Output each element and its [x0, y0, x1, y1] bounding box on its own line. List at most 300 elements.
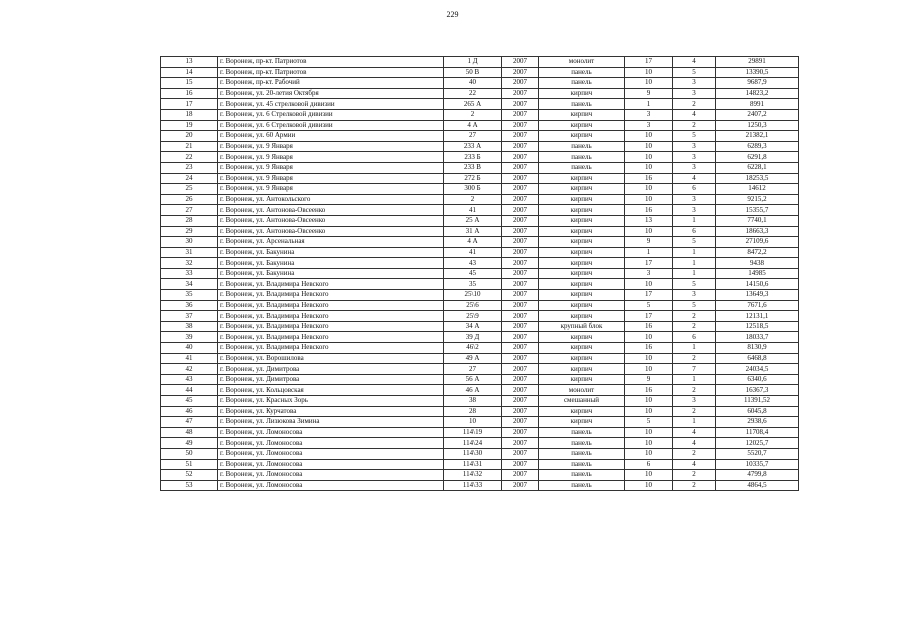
cell-address: г. Воронеж, ул. Димитрова	[218, 374, 444, 385]
table-row	[161, 343, 799, 354]
cell-row-number: 51	[161, 459, 218, 470]
cell-area: 14823,2	[716, 88, 799, 99]
table-row	[161, 385, 799, 396]
cell-year: 2007	[502, 417, 539, 428]
cell-year: 2007	[502, 131, 539, 142]
cell-row-number: 34	[161, 279, 218, 290]
cell-wall-material: кирпич	[539, 364, 625, 375]
cell-floors: 10	[625, 194, 673, 205]
cell-wall-material: кирпич	[539, 332, 625, 343]
cell-row-number: 38	[161, 321, 218, 332]
cell-year: 2007	[502, 459, 539, 470]
table-row	[161, 311, 799, 322]
cell-floors: 10	[625, 226, 673, 237]
cell-building-number: 114\30	[444, 448, 502, 459]
cell-floors: 10	[625, 162, 673, 173]
cell-area: 21382,1	[716, 131, 799, 142]
cell-floors: 5	[625, 300, 673, 311]
cell-year: 2007	[502, 88, 539, 99]
cell-year: 2007	[502, 353, 539, 364]
cell-area: 11708,4	[716, 427, 799, 438]
cell-address: г. Воронеж, ул. 9 Января	[218, 141, 444, 152]
cell-wall-material: кирпич	[539, 131, 625, 142]
cell-building-number: 27	[444, 131, 502, 142]
cell-floors: 13	[625, 215, 673, 226]
cell-area: 6289,3	[716, 141, 799, 152]
cell-building-number: 233 В	[444, 162, 502, 173]
cell-entrances: 3	[673, 205, 716, 216]
cell-year: 2007	[502, 99, 539, 110]
cell-row-number: 50	[161, 448, 218, 459]
cell-wall-material: панель	[539, 427, 625, 438]
cell-row-number: 28	[161, 215, 218, 226]
cell-row-number: 46	[161, 406, 218, 417]
cell-area: 14150,6	[716, 279, 799, 290]
cell-building-number: 2	[444, 109, 502, 120]
cell-row-number: 18	[161, 109, 218, 120]
cell-year: 2007	[502, 374, 539, 385]
cell-row-number: 16	[161, 88, 218, 99]
cell-row-number: 25	[161, 184, 218, 195]
cell-entrances: 5	[673, 67, 716, 78]
cell-address: г. Воронеж, ул. Антонова-Овсеенко	[218, 226, 444, 237]
cell-address: г. Воронеж, ул. Владимира Невского	[218, 300, 444, 311]
cell-year: 2007	[502, 173, 539, 184]
cell-area: 2407,2	[716, 109, 799, 120]
cell-floors: 9	[625, 374, 673, 385]
table-row	[161, 237, 799, 248]
cell-area: 4864,5	[716, 480, 799, 491]
cell-floors: 16	[625, 343, 673, 354]
cell-wall-material: панель	[539, 99, 625, 110]
cell-address: г. Воронеж, ул. Владимира Невского	[218, 321, 444, 332]
cell-floors: 17	[625, 258, 673, 269]
cell-area: 13649,3	[716, 290, 799, 301]
table-row	[161, 279, 799, 290]
cell-address: г. Воронеж, ул. Лизюкова Зимина	[218, 417, 444, 428]
cell-address: г. Воронеж, ул. Антонова-Овсеенко	[218, 205, 444, 216]
cell-entrances: 4	[673, 109, 716, 120]
cell-row-number: 45	[161, 396, 218, 407]
cell-row-number: 30	[161, 237, 218, 248]
cell-year: 2007	[502, 67, 539, 78]
cell-wall-material: кирпич	[539, 109, 625, 120]
housing-table	[160, 56, 799, 491]
cell-floors: 10	[625, 406, 673, 417]
cell-area: 11391,52	[716, 396, 799, 407]
cell-entrances: 6	[673, 184, 716, 195]
cell-entrances: 2	[673, 321, 716, 332]
cell-floors: 10	[625, 184, 673, 195]
cell-area: 8472,2	[716, 247, 799, 258]
cell-entrances: 2	[673, 99, 716, 110]
cell-floors: 10	[625, 438, 673, 449]
cell-floors: 10	[625, 427, 673, 438]
cell-year: 2007	[502, 385, 539, 396]
cell-building-number: 34 А	[444, 321, 502, 332]
cell-address: г. Воронеж, ул. Арсенальная	[218, 237, 444, 248]
cell-entrances: 3	[673, 162, 716, 173]
table-row	[161, 194, 799, 205]
cell-floors: 9	[625, 237, 673, 248]
table-row	[161, 417, 799, 428]
table-row	[161, 141, 799, 152]
cell-row-number: 43	[161, 374, 218, 385]
cell-building-number: 49 А	[444, 353, 502, 364]
cell-floors: 17	[625, 290, 673, 301]
cell-entrances: 1	[673, 268, 716, 279]
cell-area: 6468,8	[716, 353, 799, 364]
cell-building-number: 35	[444, 279, 502, 290]
cell-area: 14612	[716, 184, 799, 195]
cell-area: 6291,8	[716, 152, 799, 163]
cell-row-number: 47	[161, 417, 218, 428]
cell-address: г. Воронеж, ул. Ломоносова	[218, 459, 444, 470]
cell-year: 2007	[502, 332, 539, 343]
cell-year: 2007	[502, 321, 539, 332]
cell-area: 15355,7	[716, 205, 799, 216]
cell-year: 2007	[502, 120, 539, 131]
cell-entrances: 2	[673, 353, 716, 364]
cell-building-number: 28	[444, 406, 502, 417]
cell-entrances: 4	[673, 438, 716, 449]
cell-area: 7740,1	[716, 215, 799, 226]
cell-wall-material: кирпич	[539, 173, 625, 184]
table-row	[161, 406, 799, 417]
cell-address: г. Воронеж, ул. 6 Стрелковой дивизии	[218, 120, 444, 131]
cell-address: г. Воронеж, ул. Ломоносова	[218, 470, 444, 481]
cell-wall-material: кирпич	[539, 290, 625, 301]
cell-entrances: 2	[673, 470, 716, 481]
cell-year: 2007	[502, 247, 539, 258]
cell-wall-material: кирпич	[539, 258, 625, 269]
cell-year: 2007	[502, 364, 539, 375]
cell-wall-material: панель	[539, 480, 625, 491]
cell-address: г. Воронеж, ул. Антокольского	[218, 194, 444, 205]
cell-row-number: 39	[161, 332, 218, 343]
cell-address: г. Воронеж, ул. Ворошилова	[218, 353, 444, 364]
cell-floors: 10	[625, 332, 673, 343]
cell-row-number: 40	[161, 343, 218, 354]
cell-entrances: 4	[673, 427, 716, 438]
cell-address: г. Воронеж, ул. Красных Зорь	[218, 396, 444, 407]
cell-building-number: 39 Д	[444, 332, 502, 343]
table-row	[161, 448, 799, 459]
cell-wall-material: панель	[539, 141, 625, 152]
cell-year: 2007	[502, 470, 539, 481]
table-row	[161, 67, 799, 78]
cell-floors: 3	[625, 268, 673, 279]
cell-wall-material: кирпич	[539, 417, 625, 428]
cell-row-number: 27	[161, 205, 218, 216]
cell-entrances: 2	[673, 448, 716, 459]
cell-row-number: 29	[161, 226, 218, 237]
cell-year: 2007	[502, 268, 539, 279]
cell-address: г. Воронеж, ул. Бакунина	[218, 258, 444, 269]
cell-row-number: 21	[161, 141, 218, 152]
cell-address: г. Воронеж, ул. Ломоносова	[218, 480, 444, 491]
table-row	[161, 131, 799, 142]
cell-floors: 1	[625, 99, 673, 110]
cell-floors: 16	[625, 173, 673, 184]
cell-year: 2007	[502, 226, 539, 237]
cell-row-number: 20	[161, 131, 218, 142]
cell-building-number: 233 А	[444, 141, 502, 152]
cell-year: 2007	[502, 300, 539, 311]
cell-row-number: 17	[161, 99, 218, 110]
cell-entrances: 4	[673, 173, 716, 184]
cell-entrances: 5	[673, 279, 716, 290]
cell-year: 2007	[502, 279, 539, 290]
table-row	[161, 480, 799, 491]
cell-building-number: 40	[444, 78, 502, 89]
cell-wall-material: кирпич	[539, 88, 625, 99]
cell-building-number: 114\24	[444, 438, 502, 449]
cell-entrances: 3	[673, 88, 716, 99]
cell-floors: 10	[625, 364, 673, 375]
cell-building-number: 46 А	[444, 385, 502, 396]
cell-row-number: 37	[161, 311, 218, 322]
cell-building-number: 114\33	[444, 480, 502, 491]
cell-row-number: 23	[161, 162, 218, 173]
cell-entrances: 6	[673, 226, 716, 237]
cell-area: 5520,7	[716, 448, 799, 459]
cell-area: 12518,5	[716, 321, 799, 332]
cell-entrances: 1	[673, 417, 716, 428]
cell-year: 2007	[502, 237, 539, 248]
cell-wall-material: кирпич	[539, 353, 625, 364]
cell-year: 2007	[502, 258, 539, 269]
cell-entrances: 4	[673, 459, 716, 470]
cell-row-number: 22	[161, 152, 218, 163]
cell-row-number: 53	[161, 480, 218, 491]
table-row	[161, 364, 799, 375]
cell-building-number: 25 А	[444, 215, 502, 226]
cell-address: г. Воронеж, ул. Бакунина	[218, 268, 444, 279]
cell-address: г. Воронеж, ул. Владимира Невского	[218, 343, 444, 354]
cell-address: г. Воронеж, ул. Антонова-Овсеенко	[218, 215, 444, 226]
cell-wall-material: кирпич	[539, 279, 625, 290]
cell-wall-material: кирпич	[539, 268, 625, 279]
cell-floors: 17	[625, 57, 673, 68]
cell-entrances: 7	[673, 364, 716, 375]
cell-address: г. Воронеж, ул. Кольцовская	[218, 385, 444, 396]
cell-wall-material: кирпич	[539, 247, 625, 258]
cell-address: г. Воронеж, пр-кт. Рабочий	[218, 78, 444, 89]
cell-building-number: 1 Д	[444, 57, 502, 68]
cell-area: 8130,9	[716, 343, 799, 354]
cell-area: 12025,7	[716, 438, 799, 449]
table-row	[161, 120, 799, 131]
cell-building-number: 4 А	[444, 237, 502, 248]
cell-entrances: 1	[673, 343, 716, 354]
cell-area: 7671,6	[716, 300, 799, 311]
cell-building-number: 4 А	[444, 120, 502, 131]
cell-building-number: 25\10	[444, 290, 502, 301]
cell-address: г. Воронеж, ул. 60 Армии	[218, 131, 444, 142]
cell-building-number: 265 А	[444, 99, 502, 110]
cell-row-number: 15	[161, 78, 218, 89]
table-row	[161, 205, 799, 216]
cell-wall-material: панель	[539, 162, 625, 173]
table-row	[161, 374, 799, 385]
cell-floors: 10	[625, 480, 673, 491]
cell-building-number: 41	[444, 205, 502, 216]
table-row	[161, 215, 799, 226]
cell-address: г. Воронеж, ул. 9 Января	[218, 152, 444, 163]
cell-address: г. Воронеж, ул. Ломоносова	[218, 438, 444, 449]
cell-area: 10335,7	[716, 459, 799, 470]
cell-area: 16367,3	[716, 385, 799, 396]
cell-row-number: 13	[161, 57, 218, 68]
cell-wall-material: кирпич	[539, 120, 625, 131]
cell-wall-material: панель	[539, 438, 625, 449]
cell-entrances: 2	[673, 480, 716, 491]
cell-wall-material: панель	[539, 152, 625, 163]
cell-floors: 10	[625, 396, 673, 407]
cell-building-number: 50 В	[444, 67, 502, 78]
table-row	[161, 459, 799, 470]
cell-floors: 17	[625, 311, 673, 322]
table-row	[161, 152, 799, 163]
cell-wall-material: кирпич	[539, 406, 625, 417]
cell-area: 8991	[716, 99, 799, 110]
table-row	[161, 470, 799, 481]
cell-area: 1250,3	[716, 120, 799, 131]
cell-entrances: 1	[673, 258, 716, 269]
cell-wall-material: монолит	[539, 57, 625, 68]
cell-year: 2007	[502, 215, 539, 226]
cell-building-number: 233 Б	[444, 152, 502, 163]
cell-address: г. Воронеж, ул. Димитрова	[218, 364, 444, 375]
cell-area: 18253,5	[716, 173, 799, 184]
cell-building-number: 114\19	[444, 427, 502, 438]
cell-year: 2007	[502, 311, 539, 322]
cell-row-number: 42	[161, 364, 218, 375]
cell-building-number: 56 А	[444, 374, 502, 385]
cell-wall-material: кирпич	[539, 300, 625, 311]
table-row	[161, 321, 799, 332]
table-row	[161, 99, 799, 110]
cell-building-number: 25\9	[444, 311, 502, 322]
cell-building-number: 114\31	[444, 459, 502, 470]
cell-entrances: 3	[673, 152, 716, 163]
table-row	[161, 300, 799, 311]
cell-address: г. Воронеж, ул. Владимира Невского	[218, 311, 444, 322]
cell-wall-material: кирпич	[539, 205, 625, 216]
cell-floors: 16	[625, 205, 673, 216]
cell-year: 2007	[502, 194, 539, 205]
cell-entrances: 2	[673, 406, 716, 417]
cell-area: 6340,6	[716, 374, 799, 385]
cell-floors: 10	[625, 279, 673, 290]
cell-address: г. Воронеж, пр-кт. Патриотов	[218, 57, 444, 68]
cell-year: 2007	[502, 406, 539, 417]
cell-entrances: 5	[673, 300, 716, 311]
cell-wall-material: монолит	[539, 385, 625, 396]
cell-building-number: 114\32	[444, 470, 502, 481]
cell-wall-material: смешанный	[539, 396, 625, 407]
cell-wall-material: панель	[539, 78, 625, 89]
cell-building-number: 22	[444, 88, 502, 99]
cell-entrances: 2	[673, 385, 716, 396]
cell-entrances: 3	[673, 290, 716, 301]
cell-floors: 10	[625, 470, 673, 481]
cell-row-number: 52	[161, 470, 218, 481]
cell-building-number: 272 Б	[444, 173, 502, 184]
cell-wall-material: кирпич	[539, 215, 625, 226]
cell-area: 27109,6	[716, 237, 799, 248]
table-row	[161, 396, 799, 407]
cell-floors: 10	[625, 353, 673, 364]
cell-entrances: 5	[673, 237, 716, 248]
cell-floors: 3	[625, 120, 673, 131]
table-row	[161, 438, 799, 449]
cell-row-number: 48	[161, 427, 218, 438]
cell-building-number: 38	[444, 396, 502, 407]
cell-year: 2007	[502, 427, 539, 438]
table-row	[161, 162, 799, 173]
cell-building-number: 10	[444, 417, 502, 428]
cell-area: 24034,5	[716, 364, 799, 375]
cell-building-number: 41	[444, 247, 502, 258]
cell-row-number: 31	[161, 247, 218, 258]
cell-floors: 10	[625, 152, 673, 163]
table-row	[161, 173, 799, 184]
cell-area: 12131,1	[716, 311, 799, 322]
cell-wall-material: кирпич	[539, 194, 625, 205]
cell-year: 2007	[502, 78, 539, 89]
cell-area: 18663,3	[716, 226, 799, 237]
cell-address: г. Воронеж, ул. Курчатова	[218, 406, 444, 417]
cell-wall-material: крупный блок	[539, 321, 625, 332]
cell-row-number: 26	[161, 194, 218, 205]
cell-floors: 16	[625, 385, 673, 396]
cell-row-number: 33	[161, 268, 218, 279]
cell-address: г. Воронеж, ул. 9 Января	[218, 173, 444, 184]
table-row	[161, 78, 799, 89]
cell-floors: 5	[625, 417, 673, 428]
cell-year: 2007	[502, 396, 539, 407]
cell-address: г. Воронеж, пр-кт. Патриотов	[218, 67, 444, 78]
cell-area: 6045,8	[716, 406, 799, 417]
cell-year: 2007	[502, 109, 539, 120]
cell-area: 6228,1	[716, 162, 799, 173]
cell-address: г. Воронеж, ул. Бакунина	[218, 247, 444, 258]
table-row	[161, 109, 799, 120]
cell-year: 2007	[502, 57, 539, 68]
cell-area: 9215,2	[716, 194, 799, 205]
cell-building-number: 27	[444, 364, 502, 375]
cell-entrances: 1	[673, 215, 716, 226]
table-row	[161, 290, 799, 301]
cell-row-number: 44	[161, 385, 218, 396]
cell-entrances: 3	[673, 78, 716, 89]
cell-address: г. Воронеж, ул. 45 стрелковой дивизии	[218, 99, 444, 110]
cell-building-number: 31 А	[444, 226, 502, 237]
cell-row-number: 36	[161, 300, 218, 311]
cell-entrances: 6	[673, 332, 716, 343]
cell-year: 2007	[502, 162, 539, 173]
cell-floors: 10	[625, 67, 673, 78]
cell-floors: 1	[625, 247, 673, 258]
cell-floors: 10	[625, 131, 673, 142]
cell-building-number: 43	[444, 258, 502, 269]
cell-entrances: 2	[673, 311, 716, 322]
table-row	[161, 184, 799, 195]
cell-area: 9438	[716, 258, 799, 269]
cell-entrances: 5	[673, 131, 716, 142]
